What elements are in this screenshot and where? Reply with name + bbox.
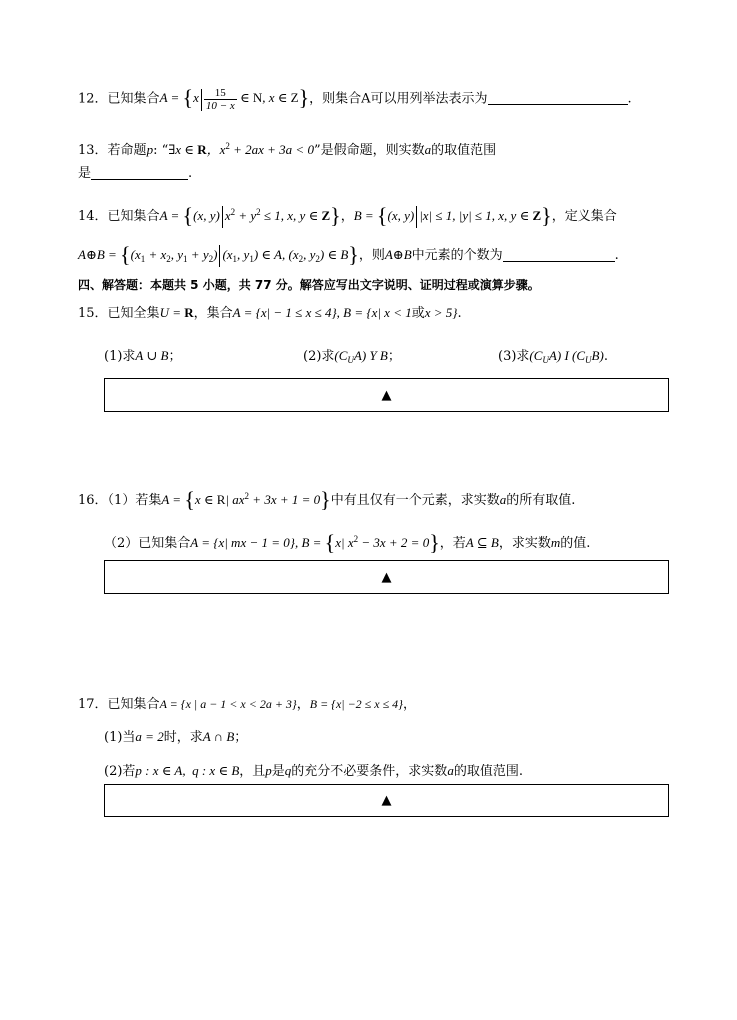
q13-line: 13．若命题p: “∃x ∈ R，$x^2 + 2ax + 3a < 0$”是假命题，则实数a的取值范围 <box>78 141 497 158</box>
q15-part-1: (1)求A ∪ B； <box>104 348 182 364</box>
q13-answer-blank[interactable] <box>91 165 188 180</box>
q14-set-b: B = {(x, y) |x| ≤ 1, |y| ≤ 1, x, y ∈ Z} <box>353 203 552 228</box>
q16-line-2: （2）已知集合A = {x| mx − 1 = 0}, B = {x| $x^2 - 3x + 2 = 0$}，若A ⊆ B，求实数m的值. <box>104 530 591 555</box>
q15-part-3: (3)求$(C_UA)$ I $(C_UB)$. <box>498 348 608 365</box>
q14-answer-blank[interactable] <box>503 247 615 262</box>
section-heading: 四、解答题：本题共 5 小题，共 77 分。解答应写出文字说明、证明过程或演算步骤。 <box>78 278 540 292</box>
q17-line-1: 17．已知集合A = {x | a − 1 < x < 2a + 3}，B = {x| −2 ≤ x ≤ 4}， <box>78 697 416 712</box>
q16-answer-box[interactable] <box>104 560 669 594</box>
q15-answer-box[interactable] <box>104 378 669 412</box>
q12-number: 12． <box>78 91 108 107</box>
q14-line: 14．已知集合A = {(x, y) $x^2 + y^2 \le 1$, x, y ∈ Z}，B = {(x, y) |x| ≤ 1, |y| ≤ 1, x, y ∈ Z}，定义集合 <box>78 203 617 228</box>
answer-marker-icon: ▲ <box>381 387 392 403</box>
q12-answer-blank[interactable] <box>488 90 628 105</box>
q15-number: 15． <box>78 306 108 321</box>
q17-line-2: (1)当a = 2时，求A ∩ B； <box>104 729 248 745</box>
q16-line-1: 16．（1）若集A = {x ∈ R| $ax^2 + 3x + 1 = 0$}中有且仅有一个元素，求实数a的所有取值. <box>78 487 576 512</box>
q12-formula: A = {x $\frac{15}{10 - x}$ ∈ N, x ∈ Z} <box>159 85 310 112</box>
q17-number: 17． <box>78 697 108 712</box>
q14-set-a: A = {(x, y) $x^2 + y^2 \le 1$, x, y ∈ Z} <box>159 203 341 228</box>
q16-number: 16． <box>78 493 108 508</box>
q13-number: 13． <box>78 143 108 158</box>
q14-set-def: A⊕B = {($x_1 + x_2$, $y_1 + y_2$) ($x_1$, $y_1$) ∈ A, ($x_2$, $y_2$) ∈ B} <box>78 242 359 267</box>
q15-part-2: (2)求$(C_UA)$ Y B； <box>303 348 401 365</box>
q13-line-2: 是 . <box>78 166 193 181</box>
q15-line: 15．已知全集U = R，集合A = {x| − 1 ≤ x ≤ 4}, B = {x| x < 1或x > 5}. <box>78 305 462 321</box>
q14-line-2: A⊕B = {($x_1 + x_2$, $y_1 + y_2$) ($x_1$, $y_1$) ∈ A, ($x_2$, $y_2$) ∈ B}，则A⊕B中元素的个数为 . <box>78 242 619 267</box>
answer-marker-icon: ▲ <box>381 793 392 808</box>
q17-line-3: (2)若p : x ∈ A, q : x ∈ B，且p是q的充分不必要条件，求实数a的取值范围. <box>104 763 523 779</box>
q14-number: 14． <box>78 209 108 224</box>
answer-marker-icon: ▲ <box>381 569 392 585</box>
q12-prefix: 已知集合 <box>107 91 160 107</box>
q12-line: 12．已知集合A = {x $\frac{15}{10 - x}$ ∈ N, x ∈ Z}，则集合A可以用列举法表示为 . <box>78 85 632 112</box>
q17-answer-box[interactable] <box>104 784 669 817</box>
q13-proposition: p <box>146 142 154 157</box>
q12-suffix: ，则集合A可以用列举法表示为 <box>309 91 488 107</box>
